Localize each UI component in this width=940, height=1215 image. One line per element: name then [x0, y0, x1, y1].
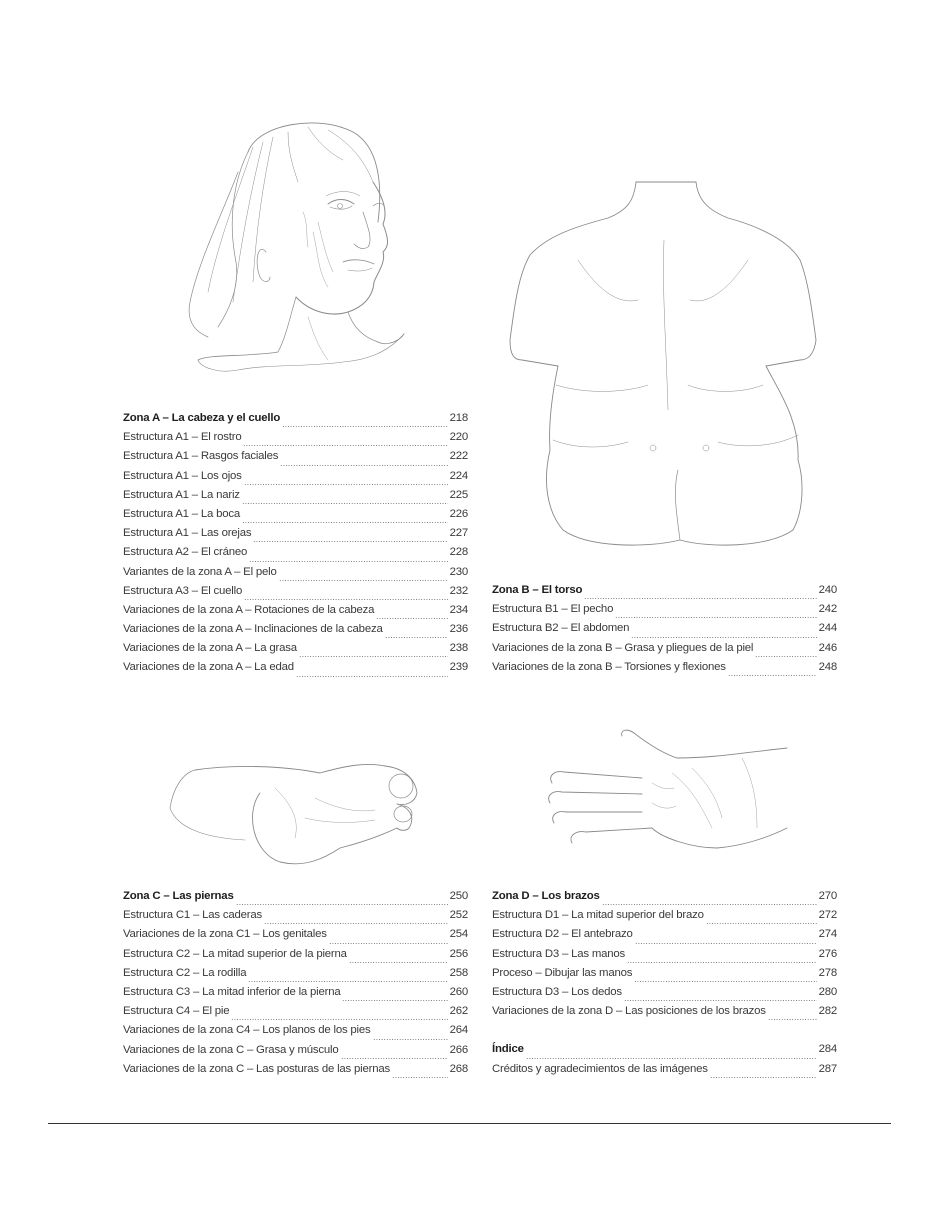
toc-entry-creditos[interactable]: Créditos y agradecimientos de las imágenes 287: [492, 1063, 837, 1082]
toc-entry-zona-d[interactable]: Zona D – Los brazos 270: [492, 890, 837, 909]
toc-entry[interactable]: Estructura C2 – La rodilla 258: [123, 967, 468, 986]
toc-entry[interactable]: Variaciones de la zona C4 – Los planos de los pies 264: [123, 1024, 468, 1043]
toc-entry[interactable]: Estructura A1 – La boca 226: [123, 508, 468, 527]
toc-entry[interactable]: Variaciones de la zona A – Rotaciones de la cabeza 234: [123, 604, 468, 623]
toc-zone-a: [123, 412, 468, 681]
toc-entry[interactable]: Variaciones de la zona C – Las posturas de las piernas 268: [123, 1063, 468, 1082]
toc-entry[interactable]: Estructura D2 – El antebrazo 274: [492, 928, 837, 947]
footer-rule: [48, 1123, 891, 1124]
dot-leader: [768, 1019, 817, 1020]
toc-entry[interactable]: Variaciones de la zona D – Las posiciones de los brazos 282: [492, 1005, 837, 1024]
dot-leader: [242, 522, 448, 523]
dot-leader: [526, 1058, 817, 1059]
dot-leader: [602, 904, 817, 905]
hand-illustration: [542, 728, 792, 868]
toc-entry[interactable]: Variaciones de la zona A – La grasa 238: [123, 642, 468, 661]
toc-entry[interactable]: Estructura B1 – El pecho 242: [492, 603, 837, 622]
toc-entry[interactable]: Estructura D3 – Los dedos 280: [492, 986, 837, 1005]
dot-leader: [706, 923, 817, 924]
dot-leader: [341, 1058, 448, 1059]
toc-entry[interactable]: Variaciones de la zona A – La edad 239: [123, 661, 468, 680]
toc-entry-indice[interactable]: Índice 284: [492, 1043, 837, 1062]
dot-leader: [392, 1077, 448, 1078]
toc-zone-c: [123, 890, 468, 1082]
dot-leader: [243, 445, 447, 446]
toc-entry[interactable]: Variantes de la zona A – El pelo 230: [123, 566, 468, 585]
dot-leader: [615, 617, 816, 618]
dot-leader: [249, 561, 447, 562]
head-illustration: [178, 112, 410, 392]
dot-leader: [342, 1000, 447, 1001]
toc-zone-d: [492, 890, 837, 1082]
dot-leader: [248, 981, 447, 982]
toc-entry[interactable]: Estructura C3 – La mitad inferior de la pierna 260: [123, 986, 468, 1005]
dot-leader: [584, 598, 816, 599]
dot-leader: [279, 580, 448, 581]
toc-zone-b: [492, 584, 837, 680]
toc-entry-zona-a[interactable]: Zona A – La cabeza y el cuello 218: [123, 412, 468, 431]
toc-entry-zona-b[interactable]: Zona B – El torso 240: [492, 584, 837, 603]
toc-entry[interactable]: Proceso – Dibujar las manos 278: [492, 967, 837, 986]
toc-entry[interactable]: Estructura B2 – El abdomen 244: [492, 622, 837, 641]
dot-leader: [631, 637, 816, 638]
dot-leader: [236, 904, 448, 905]
dot-leader: [244, 484, 448, 485]
dot-leader: [376, 618, 447, 619]
toc-entry[interactable]: Variaciones de la zona C1 – Los genitales 254: [123, 928, 468, 947]
toc-entry-zona-c[interactable]: Zona C – Las piernas 250: [123, 890, 468, 909]
dot-leader: [728, 675, 817, 676]
dot-leader: [264, 923, 448, 924]
toc-entry[interactable]: Variaciones de la zona B – Grasa y pliegues de la piel 246: [492, 642, 837, 661]
toc-entry[interactable]: Estructura A3 – El cuello 232: [123, 585, 468, 604]
dot-leader: [296, 676, 448, 677]
toc-entry[interactable]: Estructura A1 – La nariz 225: [123, 489, 468, 508]
toc-entry[interactable]: Estructura A1 – Los ojos 224: [123, 470, 468, 489]
dot-leader: [282, 426, 447, 427]
toc-entry[interactable]: Estructura D3 – Las manos 276: [492, 948, 837, 967]
dot-leader: [710, 1077, 817, 1078]
dot-leader: [244, 599, 447, 600]
toc-entry[interactable]: Variaciones de la zona A – Inclinaciones de la cabeza 236: [123, 623, 468, 642]
toc-entry[interactable]: Estructura A1 – El rostro 220: [123, 431, 468, 450]
dot-leader: [242, 503, 448, 504]
foot-illustration: [165, 758, 423, 870]
dot-leader: [755, 656, 816, 657]
toc-entry[interactable]: Estructura C1 – Las caderas 252: [123, 909, 468, 928]
toc-entry[interactable]: Estructura C4 – El pie 262: [123, 1005, 468, 1024]
dot-leader: [634, 981, 816, 982]
toc-entry[interactable]: Estructura A2 – El cráneo 228: [123, 546, 468, 565]
dot-leader: [627, 962, 817, 963]
dot-leader: [280, 465, 447, 466]
toc-entry[interactable]: Estructura C2 – La mitad superior de la pierna 256: [123, 948, 468, 967]
toc-entry[interactable]: Variaciones de la zona B – Torsiones y flexiones 248: [492, 661, 837, 680]
dot-leader: [253, 541, 447, 542]
toc-entry[interactable]: Estructura A1 – Rasgos faciales 222: [123, 450, 468, 469]
dot-leader: [635, 943, 817, 944]
dot-leader: [373, 1039, 448, 1040]
dot-leader: [624, 1000, 817, 1001]
toc-entry[interactable]: Estructura D1 – La mitad superior del brazo 272: [492, 909, 837, 928]
dot-leader: [329, 943, 448, 944]
toc-entry[interactable]: Estructura A1 – Las orejas 227: [123, 527, 468, 546]
dot-leader: [349, 962, 448, 963]
toc-entry[interactable]: Variaciones de la zona C – Grasa y músculo 266: [123, 1044, 468, 1063]
dot-leader: [231, 1019, 447, 1020]
dot-leader: [299, 656, 448, 657]
torso-illustration: [508, 180, 820, 550]
dot-leader: [385, 637, 448, 638]
